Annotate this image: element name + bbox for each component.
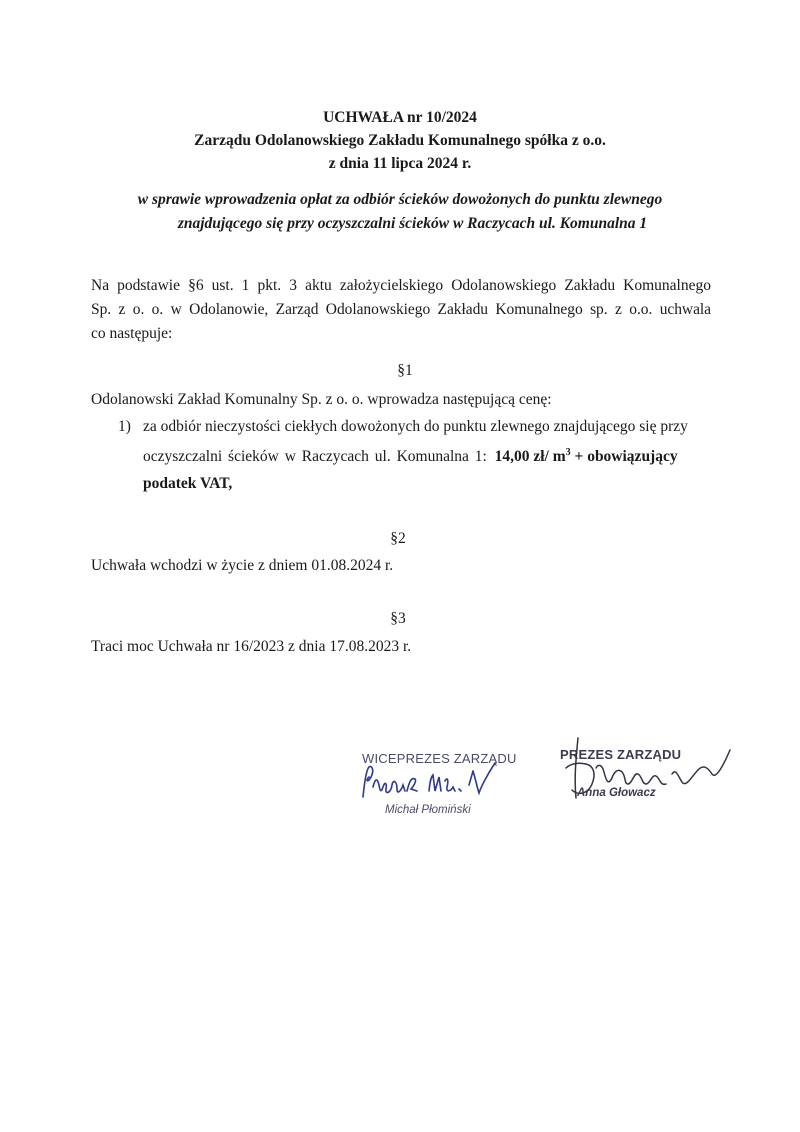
price-amount	[495, 448, 678, 465]
list-item-line-1: za odbiór nieczystości ciekłych dowożonych do punktu zlewnego znajdującego się przy	[143, 418, 688, 435]
price-exponent: 3	[565, 447, 571, 458]
resolution-header	[0, 106, 800, 175]
paragraph-sign-3: §3	[390, 610, 406, 627]
subject-line-1: w sprawie wprowadzenia opłat za odbiór ścieków dowożonych do punktu zlewnego	[137, 191, 663, 208]
resolution-date: z dnia 11 lipca 2024 r.	[328, 155, 472, 172]
legal-basis-line-1: Na podstawie §6 ust. 1 pkt. 3 aktu założycielskiego Odolanowskiego Zakładu Komunalnego	[91, 277, 711, 294]
enactment-text: Odolanowski Zakład Komunalny Sp. z o. o. wprowadza następującą cenę:	[91, 391, 552, 408]
president-signature	[548, 728, 738, 813]
paragraph-sign-1: §1	[397, 362, 413, 379]
subject-line-2: znajdującego się przy oczyszczalni ścieków w Raczycach ul. Komunalna 1	[177, 215, 648, 232]
repeal-text: Traci moc Uchwała nr 16/2023 z dnia 17.08.2023 r.	[91, 638, 412, 655]
vice-president-stamp-title: WICEPREZES ZARZĄDU	[362, 751, 517, 766]
vice-president-signature	[355, 757, 505, 807]
vice-president-stamp-name: Michał Płomiński	[385, 804, 471, 816]
legal-basis-line-3: co następuje:	[91, 325, 173, 342]
list-item-line-2	[143, 447, 678, 466]
list-item-line-2-text: oczyszczalni ścieków w Raczycach ul. Komunalna 1:	[143, 448, 487, 466]
list-item-line-3: podatek VAT,	[143, 475, 233, 492]
resolution-subject	[0, 188, 800, 236]
legal-basis-line-2: Sp. z o. o. w Odolanowie, Zarząd Odolanowskiego Zakładu Komunalnego sp. z o.o. uchwala	[91, 301, 711, 318]
resolution-issuer: Zarządu Odolanowskiego Zakładu Komunalnego spółka z o.o.	[194, 132, 606, 149]
president-stamp-name: Anna Głowacz	[577, 787, 656, 799]
legal-basis	[91, 274, 711, 346]
resolution-title: UCHWAŁA nr 10/2024	[323, 109, 477, 126]
price-prefix: 14,00 zł/ m	[494, 448, 566, 466]
effective-date-text: Uchwała wchodzi w życie z dniem 01.08.2024 r.	[91, 557, 394, 574]
list-item-number: 1)	[118, 418, 131, 435]
price-suffix: + obowiązujący	[570, 448, 678, 466]
president-stamp-title: PREZES ZARZĄDU	[560, 747, 682, 762]
paragraph-sign-2: §2	[390, 530, 406, 547]
